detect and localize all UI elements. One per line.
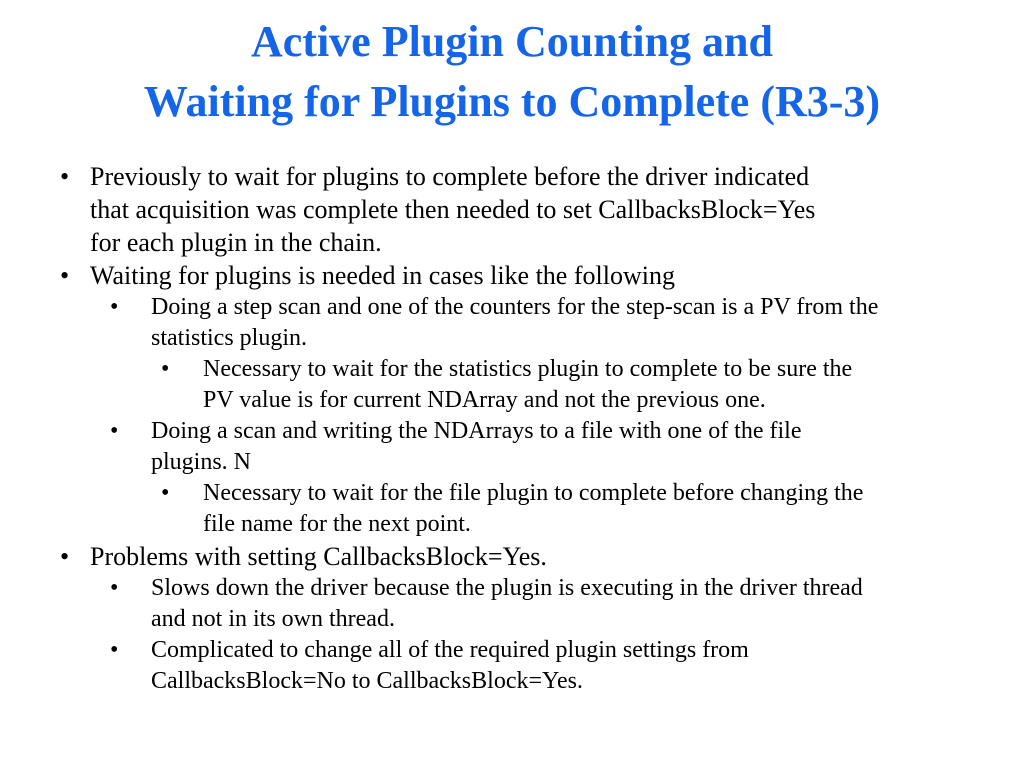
bullet-dot: • (161, 480, 170, 506)
bullet-dot: • (60, 162, 70, 191)
slide-title (0, 0, 1024, 132)
bullet-dot: • (110, 294, 119, 320)
bullet-dot: • (110, 418, 119, 444)
bullet-item (0, 292, 1024, 354)
bullet-item (0, 354, 1024, 416)
bullet-item (0, 635, 1024, 697)
bullet-dot: • (161, 356, 170, 382)
bullet-text: Problems with setting CallbacksBlock=Yes. (90, 542, 547, 571)
bullet-text: Previously to wait for plugins to complete before the driver indicated that acquisition was complete then needed to set CallbacksBlock=Yes for each plugin in the chain. (90, 162, 816, 257)
bullet-item (0, 416, 1024, 478)
bullet-dot: • (110, 637, 119, 663)
bullet-item (0, 478, 1024, 540)
bullet-text: Waiting for plugins is needed in cases like the following (90, 261, 675, 290)
bullet-text: Slows down the driver because the plugin is executing in the driver thread and not in its own thread. (151, 575, 863, 632)
bullet-text: Necessary to wait for the statistics plugin to complete to be sure the PV value is for current NDArray and not the previous one. (203, 356, 853, 413)
bullet-dot: • (60, 542, 70, 571)
bullet-item (0, 259, 1024, 292)
bullet-text: Doing a scan and writing the NDArrays to a file with one of the file plugins. N (151, 418, 802, 475)
slide-body (0, 160, 1024, 697)
bullet-dot: • (60, 261, 70, 290)
bullet-text: Doing a step scan and one of the counters for the step-scan is a PV from the statistics plugin. (151, 294, 879, 351)
slide-title-line-1: Active Plugin Counting and (251, 17, 773, 66)
slide-title-line-2: Waiting for Plugins to Complete (R3-3) (143, 77, 881, 126)
bullet-item (0, 573, 1024, 635)
bullet-text: Necessary to wait for the file plugin to complete before changing the file name for the next point. (203, 480, 864, 537)
bullet-item (0, 160, 1024, 259)
bullet-dot: • (110, 575, 119, 601)
bullet-item (0, 540, 1024, 573)
bullet-text: Complicated to change all of the required plugin settings from CallbacksBlock=No to CallbacksBlock=Yes. (151, 637, 749, 694)
